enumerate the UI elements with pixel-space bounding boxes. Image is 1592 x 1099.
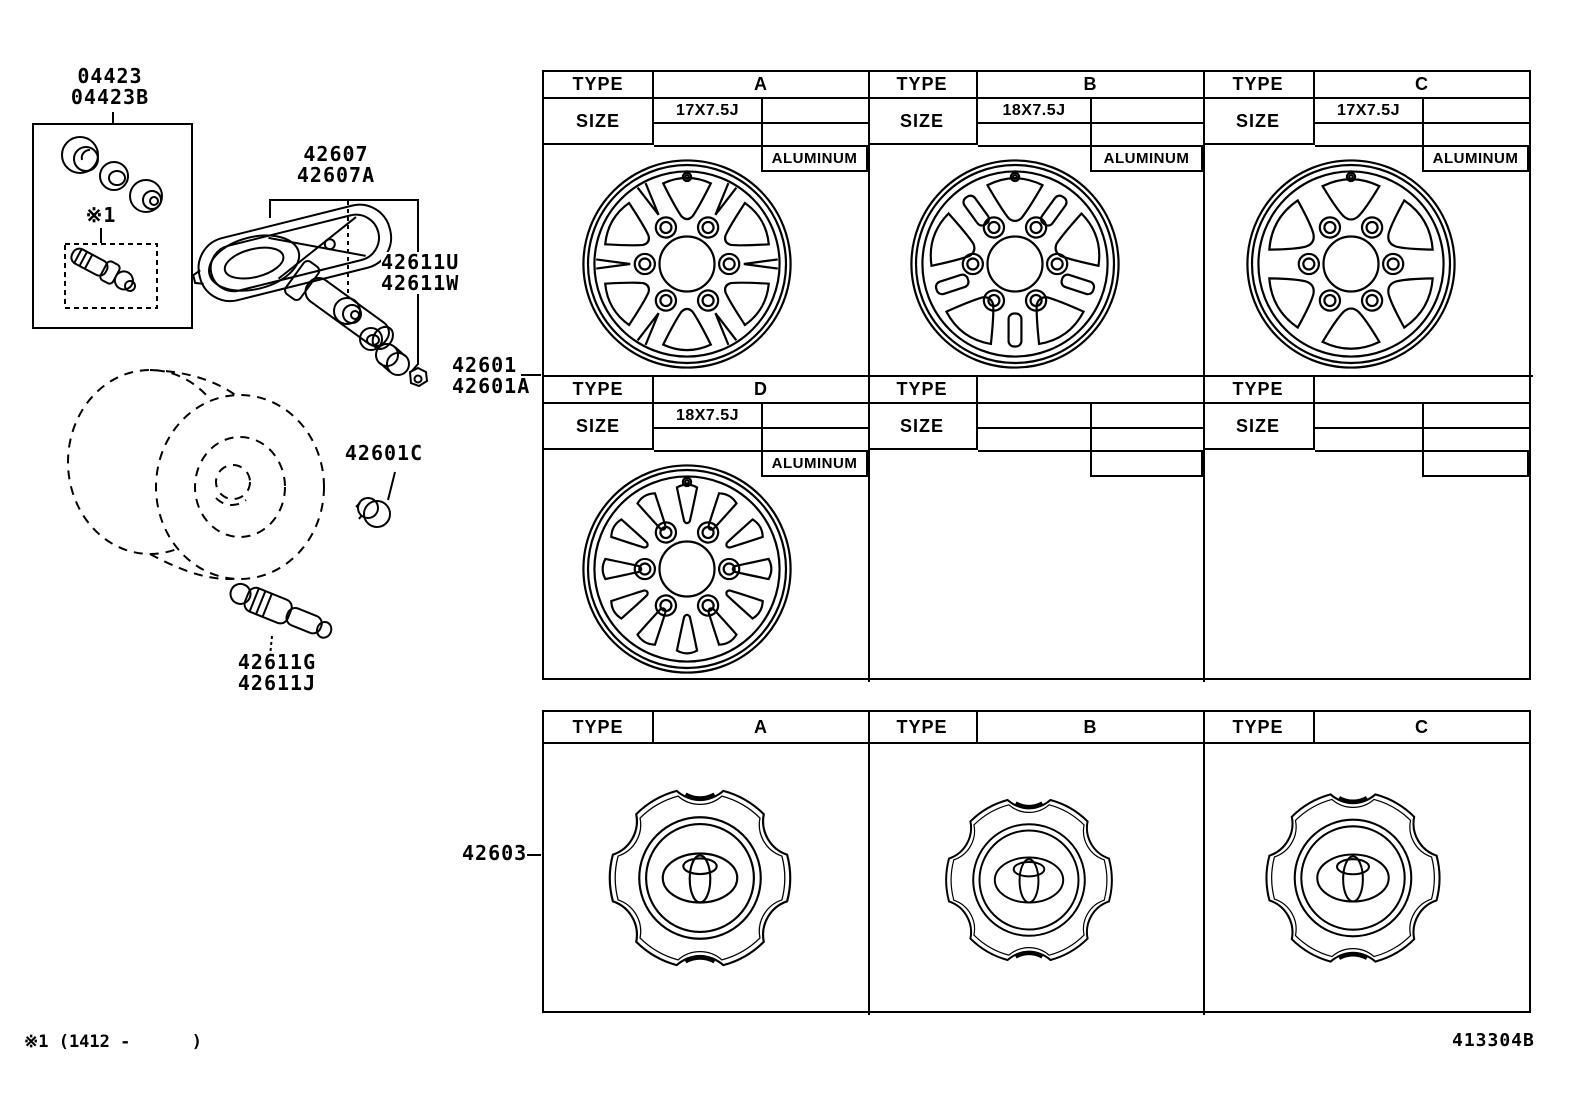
type-header-cell: TYPE <box>868 72 978 99</box>
lug-nut-illustrations <box>62 137 162 212</box>
wheel-type-a-illustration <box>577 154 797 374</box>
part-label-lug-nut-kit: 04423 04423B <box>70 64 150 109</box>
part-label-cap: 42603 <box>462 841 528 865</box>
valve-nut-washer-cap-illustrations <box>334 298 427 386</box>
size-header-cell: SIZE <box>868 99 978 145</box>
material-cell: ALUMINUM <box>1422 145 1529 172</box>
part-label-sensor: 42607 42607A <box>296 142 376 187</box>
valve-stem-illustration <box>226 579 336 643</box>
valve-core-illustration <box>68 244 141 296</box>
part-label-wheel: 42601 42601A <box>452 353 531 398</box>
type-value-cell: A <box>654 712 868 744</box>
material-cell <box>1090 450 1203 477</box>
applicability-footnote: ※1 (1412 - ) <box>24 1032 203 1052</box>
type-header-cell: TYPE <box>1203 72 1315 99</box>
material-cell: ALUMINUM <box>761 145 868 172</box>
part-label-ornament: 42601C <box>344 441 424 465</box>
type-header-cell: TYPE <box>544 377 654 404</box>
size-value-cell: 18X7.5J <box>1002 101 1066 119</box>
material-cell: ALUMINUM <box>761 450 868 477</box>
material-cell: ALUMINUM <box>1090 145 1203 172</box>
cap-type-a-illustration <box>602 780 798 976</box>
type-header-cell: TYPE <box>1203 712 1315 744</box>
size-value-cell: 17X7.5J <box>675 101 740 119</box>
size-value-cell: 17X7.5J <box>1336 101 1401 119</box>
size-header-cell: SIZE <box>1203 99 1315 145</box>
table-divider <box>868 712 870 1015</box>
type-value-cell <box>978 377 1203 404</box>
wheel-type-c-illustration <box>1241 154 1461 374</box>
leader-line-ornament <box>388 472 395 500</box>
cap-type-c-illustration <box>1259 784 1447 972</box>
wheel-type-d-illustration <box>577 459 797 679</box>
type-value-cell: A <box>654 72 868 99</box>
size-header-cell: SIZE <box>1203 404 1315 450</box>
wheel-spec-table <box>542 70 1531 680</box>
type-value-cell: C <box>1315 712 1529 744</box>
material-cell <box>1422 450 1529 477</box>
table-divider <box>1203 712 1205 1015</box>
type-header-cell: TYPE <box>544 712 654 744</box>
ornament-bolt-illustration <box>356 498 390 527</box>
cap-spec-table <box>542 710 1531 1013</box>
figure-number: 413304B <box>1452 1030 1535 1051</box>
type-value-cell: B <box>978 72 1203 99</box>
size-header-cell: SIZE <box>544 99 654 145</box>
type-header-cell: TYPE <box>1203 377 1315 404</box>
type-value-cell: B <box>978 712 1203 744</box>
type-value-cell <box>1315 377 1529 404</box>
type-header-cell: TYPE <box>868 712 978 744</box>
type-header-cell: TYPE <box>544 72 654 99</box>
type-value-cell: C <box>1315 72 1529 99</box>
type-header-cell: TYPE <box>868 377 978 404</box>
size-header-cell: SIZE <box>868 404 978 450</box>
tpms-sensor-illustration <box>186 198 397 309</box>
wheel-type-b-illustration <box>905 154 1125 374</box>
type-value-cell: D <box>654 377 868 404</box>
size-header-cell: SIZE <box>544 404 654 450</box>
tire-illustration <box>68 370 324 579</box>
cap-type-b-illustration <box>939 790 1119 970</box>
note-marker-label: ※1 <box>85 203 117 227</box>
size-value-cell: 18X7.5J <box>675 406 740 424</box>
part-label-valve-nut: 42611U 42611W <box>381 250 460 295</box>
part-label-valve-stem: 42611G 42611J <box>237 650 317 695</box>
